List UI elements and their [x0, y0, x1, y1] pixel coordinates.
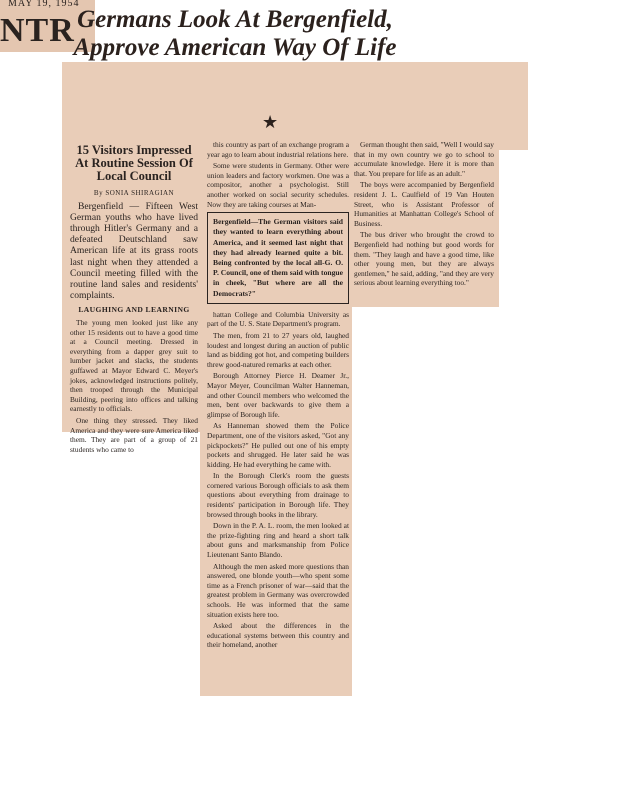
- boxed-sidebar: Bergenfield—The German visitors said they wanted to learn everything about America, and it seemed last night that they had already learned quite a bit. Being confronted by the local all-G. O. P. Council, one of them said with tongue in cheek, "But where are all the Democrats?": [207, 212, 349, 304]
- middle-paragraph: Although the men asked more questions than answered, one blonde youth—who spent some time as a French prisoner of war—said that the greatest problem in Germany was overcrowded schools. He was informed that the same situation exists here too.: [207, 561, 349, 619]
- section-heading: LAUGHING AND LEARNING: [78, 305, 190, 315]
- middle-paragraph: Down in the P. A. L. room, the men looked at the prize-fighting ring and heard a short talk about guns and marksmanship from Police Lieutenant Santo Blando.: [207, 521, 349, 560]
- article-headline: [10, 6, 460, 62]
- middle-paragraph: hattan College and Columbia University as part of the U. S. State Department's program.: [207, 309, 349, 329]
- middle-paragraph: The men, from 21 to 27 years old, laughed loudest and longest during an auction of public land as bidding got hot, and competing builders threw good-natured remarks at each other.: [207, 330, 349, 369]
- right-paragraph: German thought then said, "Well I would say that in my own country we go to school to accumulate knowledge. Here it is more than that. You prepare for life as an adult.": [354, 140, 494, 178]
- middle-paragraph: In the Borough Clerk's room the guests cornered various Borough officials to ask them questions about everything from drainage to residents' participation in Borough life. They browsed through books in the library.: [207, 471, 349, 519]
- headline-clipping: [62, 62, 528, 150]
- right-paragraph: The boys were accompanied by Bergenfield resident J. L. Caulfield of 19 Van Houten Street, who is Assistant Professor of Humanities at Manhattan College's School of Business.: [354, 180, 494, 228]
- middle-paragraph: As Hanneman showed them the Police Department, one of the visitors asked, "Got any pickpockets?" He pulled out one of his empty pockets and shrugged. He later said he was kidding. He had everything he came with.: [207, 421, 349, 469]
- left-column: [70, 140, 198, 456]
- right-column: [354, 140, 494, 290]
- publication-date: MAY 19, 1954: [8, 0, 80, 9]
- left-paragraph: The young men looked just like any other 15 residents out to have a good time at a Council meeting. Dressed in everything from a dapper grey suit to lumber jacket and slacks, the students guffawed at Mayor Edward C. Meyer's jokes, acknowledged instructions politely, then trooped through the Municipal Building, peering into offices and talking earnestly to officials.: [70, 318, 198, 414]
- headline-line-2: Approve American Way Of Life: [73, 34, 397, 61]
- middle-paragraph: Borough Attorney Pierce H. Deamer Jr., Mayor Meyer, Councilman Walter Hanneman, and other Council members who welcomed the men, bent over backwards to give them a glimpse of Borough life.: [207, 371, 349, 419]
- article-subhead: 15 Visitors Impressed At Routine Session Of Local Council: [75, 143, 193, 183]
- middle-paragraph: Asked about the differences in the educational systems between this country and their homeland, another: [207, 621, 349, 650]
- newspaper-name-fragment: NTR: [0, 12, 75, 49]
- article-byline: By SONIA SHIRAGIAN: [93, 189, 175, 197]
- left-paragraph: One thing they stressed. They liked America and they were sure America liked them. They are part of a group of 21 students who came to: [70, 415, 198, 454]
- headline-line-1: Germans Look At Bergenfield,: [77, 6, 393, 33]
- middle-top-paragraph: this country as part of an exchange program a year ago to learn about industrial relations here.: [207, 140, 349, 159]
- middle-top-paragraph: Some were students in Germany. Other were union leaders and factory workmen. One was a compositor, another a psychologist. Still another worked on social security schedules. Now they are taking courses at Man-: [207, 161, 349, 209]
- middle-column: [207, 140, 349, 652]
- right-paragraph: The bus driver who brought the crowd to Bergenfield had nothing but good words for them. "They laugh and have a good time, like other young men, but they are always gentlemen," he said, adding, "and they are very serious about learning everything too.": [354, 230, 494, 288]
- lead-paragraph: Bergenfield — Fifteen West German youths who have lived through Hitler's Germany and a defeated Deutschland saw American life at its grass roots last night when they attended a Council meeting filled with the routine land sales and residents' complaints.: [70, 200, 198, 302]
- star-ornament: ★: [262, 112, 279, 132]
